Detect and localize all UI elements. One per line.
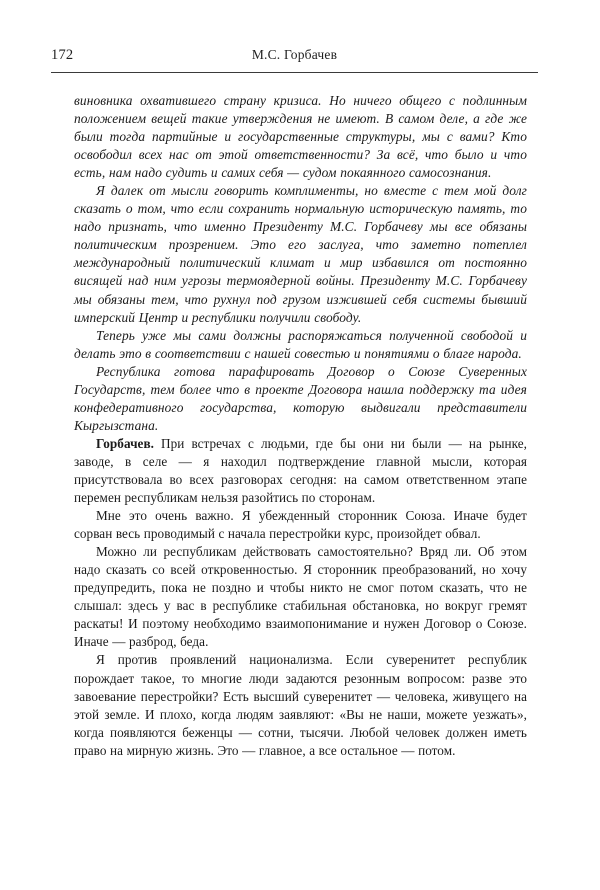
running-head <box>51 46 538 68</box>
paragraph: Я далек от мысли говорить комплименты, но вместе с тем мой долг сказать о том, что если сохранить нормальную историческую память, то надо признать, что именно Президенту М.С. Горбачеву мы все обязаны политическим прозрением. Это его заслуга, что заметно потеплел международный политический климат и мир избавился от постоянно висящей над ним угрозы термоядерной войны. Президенту М.С. Горбачеву мы обязаны тем, что рухнул под грузом изжившей себя системы бывший имперский Центр и республики получили свободу. <box>74 183 527 325</box>
paragraph: Теперь уже мы сами должны распоряжаться полученной свободой и делать это в соответствии с нашей совестью и понятиями о благе народа. <box>74 327 527 361</box>
paragraph-text: При встречах с людьми, где бы они ни были — на рынке, заводе, в селе — я находил подтверждение главной мысли, которая присутствовала во всех разговорах сегодня: на самом ответственном этапе перемен республикам нельзя разойтись по сторонам. <box>74 435 527 506</box>
speaker-label: Горбачев. <box>96 435 154 451</box>
paragraph: виновника охватившего страну кризиса. Но ничего общего с подлинным положением вещей такие утверждения не имеют. В самом деле, а где же были тогда партийные и государственные структуры, мы с вами? Кто освободил всех нас от этой ответственности? За всё, что было и что есть, нам надо судить и самих себя — судом покаянного самосознания. <box>74 93 527 181</box>
page-number: 172 <box>51 47 74 63</box>
running-title: М.С. Горбачев <box>251 47 338 62</box>
body-text <box>74 92 527 760</box>
paragraph: Можно ли республикам действовать самостоятельно? Вряд ли. Об этом надо сказать со всей откровенностью. Я сторонник преобразований, но хочу предупредить, пока не поздно и чтобы никто не смог потом сказать, что не слышал: здесь у вас в республике стабильная обстановка, но вокруг гремят раскаты! И поэтому необходимо взаимопонимание и нужен Договор о Союзе. Иначе — разброд, беда. <box>74 544 527 650</box>
paragraph: Мне это очень важно. Я убежденный сторонник Союза. Иначе будет сорван весь проводимый с начала перестройки курс, произойдет обвал. <box>74 508 527 542</box>
header-divider <box>51 72 538 73</box>
paragraph-with-speaker <box>74 435 527 507</box>
paragraph: Я против проявлений национализма. Если суверенитет республик порождает такое, то многие люди задаются резонным вопросом: разве это завоевание перестройки? Есть высший суверенитет — человека, живущего на этой земле. И плохо, когда людям заявляют: «Вы не наши, можете уезжать», когда появляются беженцы — сотни, тысячи. Любой человек должен иметь право на мирную жизнь. Это — главное, а все остальное — потом. <box>74 652 527 758</box>
paragraph: Республика готова парафировать Договор о Союзе Суверенных Государств, тем более что в проекте Договора нашла поддержку та идея конфедеративного государства, которую выдвигали представители Кыргызстана. <box>74 363 527 433</box>
